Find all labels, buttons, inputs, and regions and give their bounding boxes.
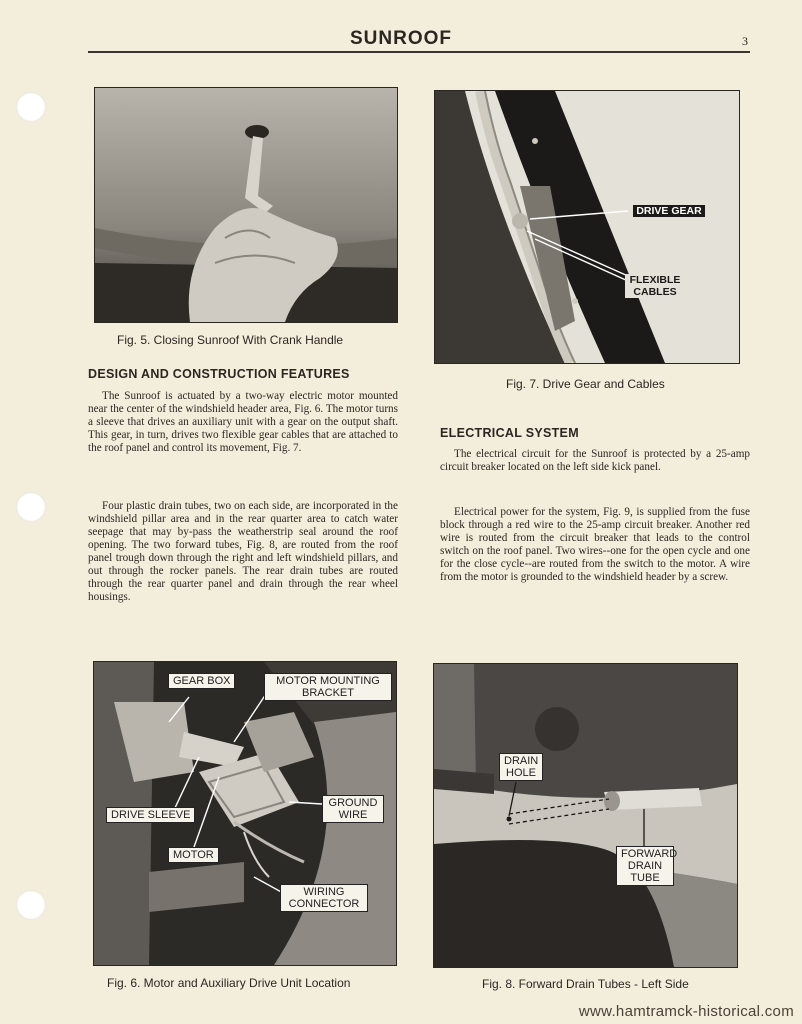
fig6-photo <box>93 661 397 966</box>
fig6-label-motor: MOTOR <box>168 847 219 863</box>
fig5-caption: Fig. 5. Closing Sunroof With Crank Handle <box>117 333 344 347</box>
electrical-paragraph-2: Electrical power for the system, Fig. 9, is supplied from the fuse block through a red wire to the 25-amp circuit breaker. Another red wire is routed from the circuit breaker that leads to the control switch on the roof panel. Two wires--one for the open cycle and one for the close cycle--are routed from the switch to the motor. A wire from the motor is grounded to the windshield header by a screw. <box>440 506 750 583</box>
fig8-label-forward-drain-tube: FORWARD DRAIN TUBE <box>616 846 674 886</box>
site-watermark: www.hamtramck-historical.com <box>578 1003 794 1020</box>
design-paragraph-1: The Sunroof is actuated by a two-way electric motor mounted near the center of the windshield header area, Fig. 6. The motor turns a sleeve that drives an auxiliary unit with a gear on the output shaft. This gear, in turn, drives two flexible gear cables that are attached to the roof panel and control its movement, Fig. 7. <box>88 390 398 454</box>
header-rule <box>88 51 750 53</box>
fig8-photo <box>433 663 738 968</box>
binder-hole-bottom <box>16 890 46 920</box>
binder-hole-middle <box>16 492 46 522</box>
page-number: 3 <box>742 34 748 48</box>
fig6-label-motor-mounting-bracket: MOTOR MOUNTING BRACKET <box>264 673 392 701</box>
fig6-caption: Fig. 6. Motor and Auxiliary Drive Unit Location <box>107 976 351 990</box>
binder-hole-top <box>16 92 46 122</box>
fig7-label-drive-gear: DRIVE GEAR <box>633 205 705 217</box>
page-title: SUNROOF <box>350 28 452 49</box>
design-heading: DESIGN AND CONSTRUCTION FEATURES <box>88 367 350 381</box>
electrical-heading: ELECTRICAL SYSTEM <box>440 426 579 440</box>
fig5-photo <box>94 87 398 323</box>
fig7-photo <box>434 90 740 364</box>
fig7-label-flexible-cables: FLEXIBLE CABLES <box>625 274 685 298</box>
fig6-label-wiring-connector: WIRING CONNECTOR <box>280 884 368 912</box>
fig8-caption: Fig. 8. Forward Drain Tubes - Left Side <box>482 977 689 991</box>
fig6-label-drive-sleeve: DRIVE SLEEVE <box>106 807 195 823</box>
fig6-label-gear-box: GEAR BOX <box>168 673 235 689</box>
fig6-label-ground-wire: GROUND WIRE <box>322 795 384 823</box>
design-paragraph-2: Four plastic drain tubes, two on each side, are incorporated in the windshield pillar area and in the rear quarter area to catch water seepage that may by-pass the weatherstrip seal around the roof opening. The two forward tubes, Fig. 8, are routed from the roof panel trough down through the right and left windshield pillars, and out through the rocker panels. The rear drain tubes are routed through the rear quarter panel and drain through the rear wheel housings. <box>88 500 398 603</box>
electrical-paragraph-1: The electrical circuit for the Sunroof is protected by a 25-amp circuit breaker located on the left side kick panel. <box>440 448 750 473</box>
fig8-label-drain-hole: DRAIN HOLE <box>499 753 543 781</box>
fig7-caption: Fig. 7. Drive Gear and Cables <box>506 377 665 391</box>
